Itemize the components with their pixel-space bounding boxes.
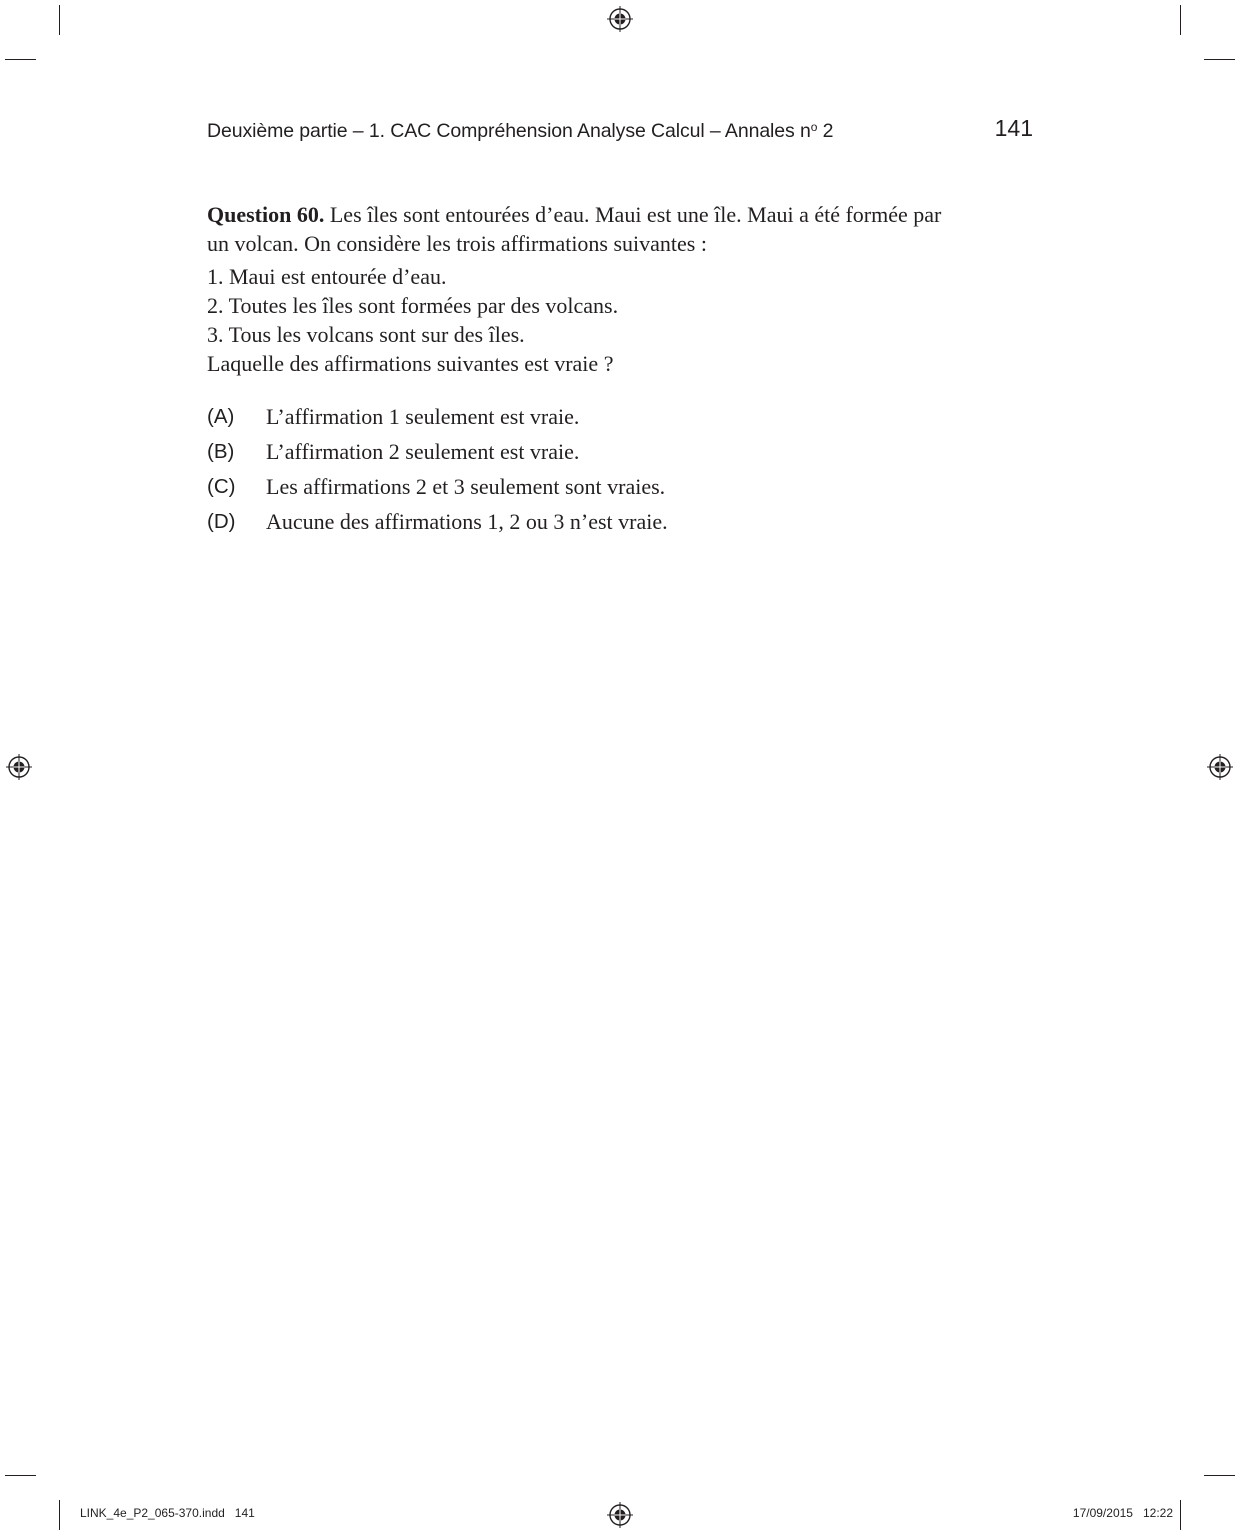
- crop-mark-bottom-left-horizontal: [5, 1475, 36, 1476]
- question-block: [207, 200, 1037, 542]
- option-text: Aucune des affirmations 1, 2 ou 3 n’est vraie.: [266, 509, 668, 534]
- option-letter: (A): [207, 405, 235, 428]
- registration-mark-icon: [607, 1502, 633, 1528]
- crop-mark-bottom-left-vertical: [59, 1500, 60, 1530]
- statement-list: [207, 262, 1037, 349]
- statement-3: 3. Tous les volcans sont sur des îles.: [207, 322, 525, 347]
- question-number: Question 60.: [207, 202, 325, 227]
- crop-mark-top-right-vertical: [1180, 5, 1181, 35]
- running-head: [207, 117, 1033, 147]
- crop-mark-top-right-horizontal: [1204, 59, 1235, 60]
- running-title: Deuxième partie – 1. CAC Compréhension Analyse Calcul – Annales $n^o$ 2: [207, 120, 834, 142]
- statement-1: 1. Maui est entourée d’eau.: [207, 264, 447, 289]
- answer-option-a: [207, 402, 1037, 437]
- option-letter: (D): [207, 510, 236, 533]
- answer-options: [207, 402, 1037, 542]
- running-title-superscript: o: [810, 120, 818, 134]
- question-stem: [207, 200, 1037, 229]
- page-number: 141: [994, 115, 1033, 141]
- question-text-line2: un volcan. On considère les trois affirmations suivantes :: [207, 231, 707, 256]
- option-text: Les affirmations 2 et 3 seulement sont vraies.: [266, 474, 666, 499]
- crop-mark-bottom-right-horizontal: [1204, 1475, 1235, 1476]
- question-prompt: Laquelle des affirmations suivantes est vraie ?: [207, 351, 614, 376]
- statement-2: 2. Toutes les îles sont formées par des volcans.: [207, 293, 619, 318]
- answer-option-c: [207, 472, 1037, 507]
- option-letter: (C): [207, 475, 236, 498]
- registration-mark-icon: [1207, 754, 1233, 780]
- answer-option-d: [207, 507, 1037, 542]
- crop-mark-top-left-horizontal: [5, 59, 36, 60]
- option-text: L’affirmation 2 seulement est vraie.: [266, 439, 580, 464]
- registration-mark-icon: [607, 6, 633, 32]
- slug-datetime: 17/09/2015 12:22: [1072, 1506, 1173, 1520]
- registration-mark-icon: [6, 754, 32, 780]
- answer-option-b: [207, 437, 1037, 472]
- crop-mark-bottom-right-vertical: [1180, 1500, 1181, 1530]
- option-letter: (B): [207, 440, 235, 463]
- option-text: L’affirmation 1 seulement est vraie.: [266, 404, 580, 429]
- slug-filename: LINK_4e_P2_065-370.indd 141: [80, 1506, 255, 1520]
- crop-mark-top-left-vertical: [59, 5, 60, 35]
- question-text-line1: Les îles sont entourées d’eau. Maui est une île. Maui a été formée par: [324, 202, 942, 227]
